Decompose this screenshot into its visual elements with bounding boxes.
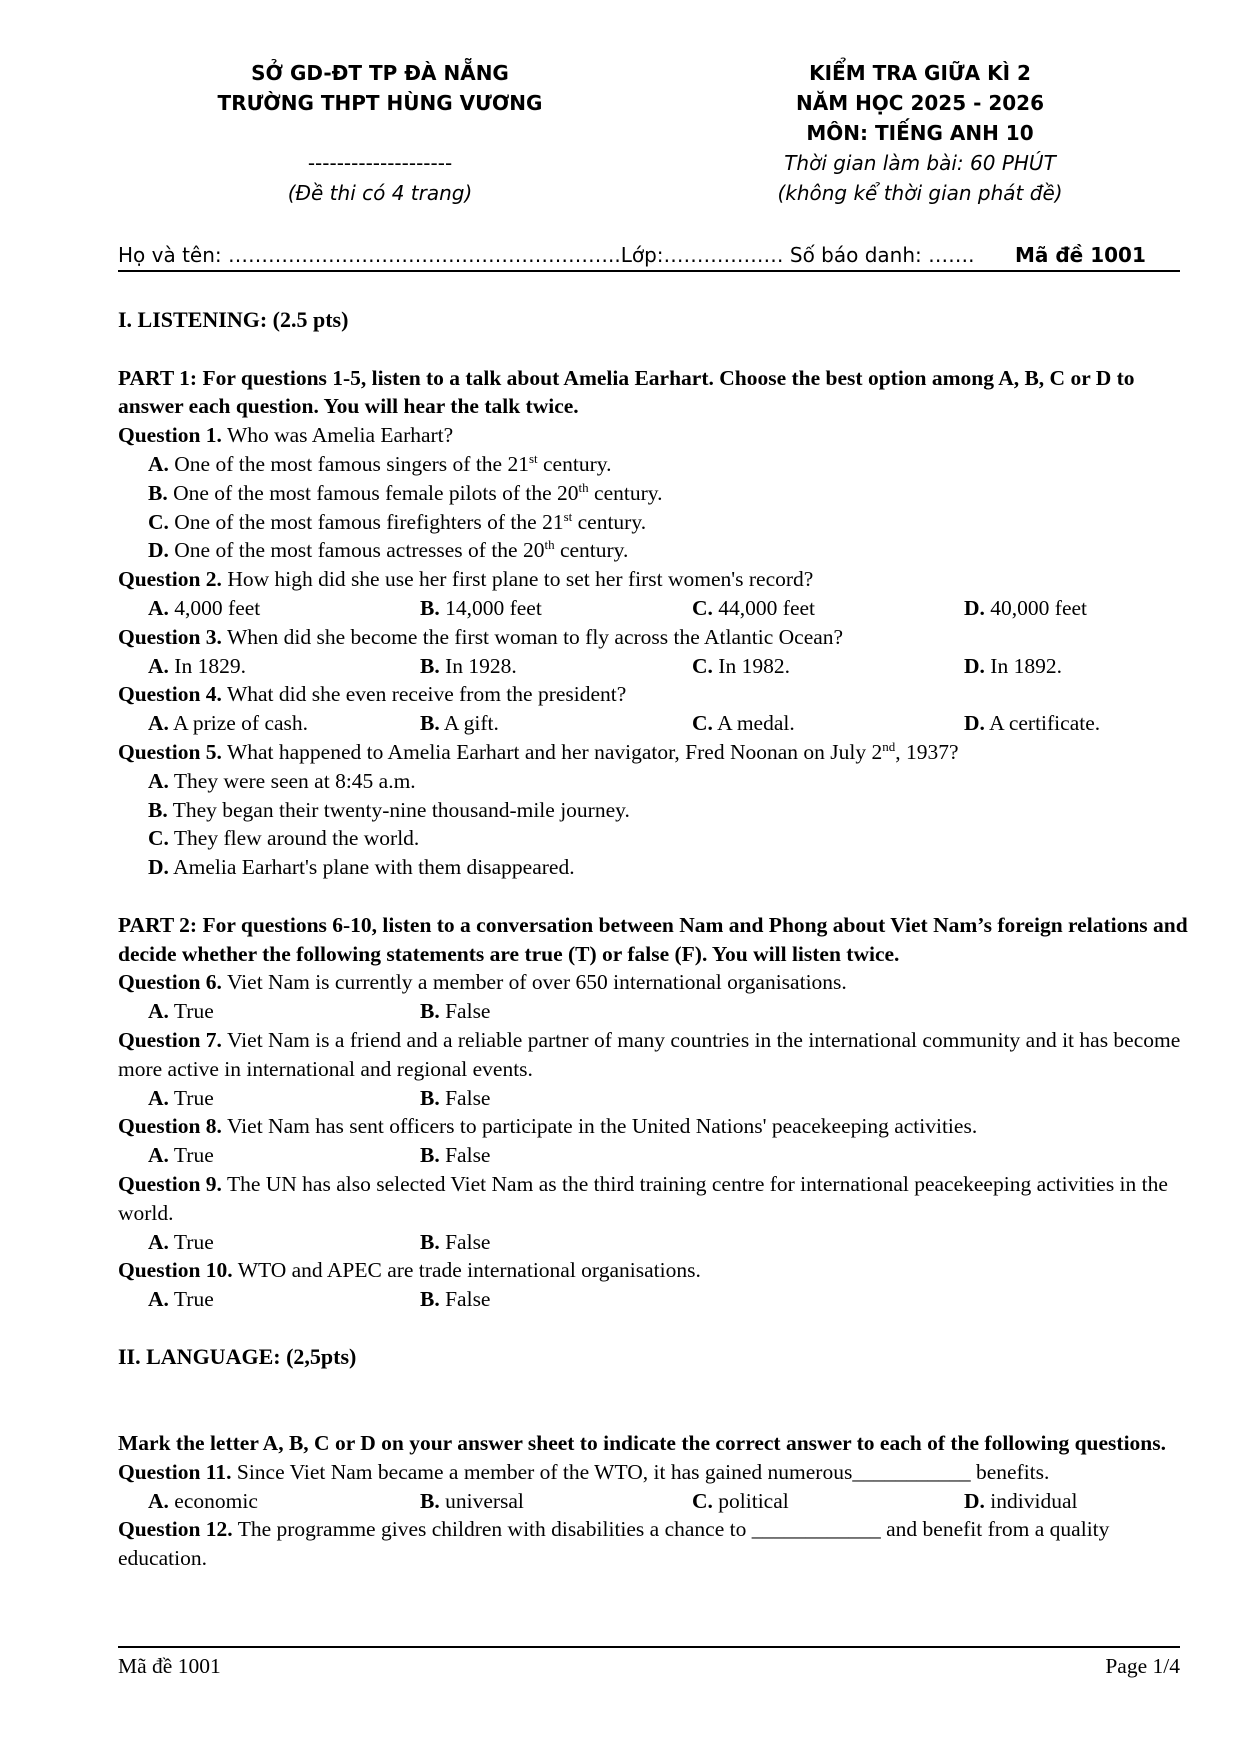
header-left bbox=[160, 58, 600, 208]
question-1-option-c: C. One of the most famous firefighters of the 21st century. bbox=[148, 508, 647, 534]
school-year: NĂM HỌC 2025 - 2026 bbox=[795, 91, 1045, 115]
exam-title: KIỂM TRA GIỮA KÌ 2 bbox=[809, 61, 1031, 85]
part2-instruction: PART 2: For questions 6-10, listen to a conversation between Nam and Phong about Viet Nam’s foreign relations and decide whether the following statements are true (T) or false (F). You will listen twice. bbox=[118, 912, 1188, 966]
option-true: A. True bbox=[148, 1085, 214, 1110]
section-listening-title: I. LISTENING: (2.5 pts) bbox=[118, 307, 349, 332]
question-7: Question 7. Viet Nam is a friend and a reliable partner of many countries in the international community and it has become more active in international and regional events. bbox=[118, 1027, 1181, 1081]
question-8: Question 8. Viet Nam has sent officers to participate in the United Nations' peacekeeping activities. bbox=[118, 1114, 978, 1139]
footer-exam-code: Mã đề 1001 bbox=[118, 1654, 221, 1678]
question-4-options bbox=[118, 709, 1188, 738]
option-a: A. 4,000 feet bbox=[148, 595, 261, 620]
exam-code: Mã đề 1001 bbox=[1015, 243, 1146, 267]
question-1-option-b: B. One of the most famous female pilots of the 20th century. bbox=[148, 479, 663, 505]
option-true: A. True bbox=[148, 1143, 214, 1168]
option-c: C. political bbox=[692, 1488, 789, 1513]
question-4: Question 4. What did she even receive from the president? bbox=[118, 682, 627, 707]
question-1-option-a: A. One of the most famous singers of the 21st century. bbox=[148, 450, 612, 476]
question-5-option-c: C. They flew around the world. bbox=[148, 826, 420, 851]
page-footer bbox=[118, 1646, 1180, 1682]
question-8-options bbox=[118, 1141, 1188, 1170]
section-language-title: II. LANGUAGE: (2,5pts) bbox=[118, 1343, 357, 1369]
question-7-options bbox=[118, 1084, 1188, 1113]
option-false: B. False bbox=[420, 999, 491, 1024]
option-b: B. 14,000 feet bbox=[420, 595, 542, 620]
page-number: Page 1/4 bbox=[1105, 1654, 1180, 1678]
option-c: C. A medal. bbox=[692, 711, 795, 736]
question-5-option-b: B. They began their twenty-nine thousand-mile journey. bbox=[148, 797, 630, 822]
question-5-option-a: A. They were seen at 8:45 a.m. bbox=[148, 768, 416, 793]
option-true: A. True bbox=[148, 1229, 214, 1254]
option-d: D. A certificate. bbox=[964, 711, 1101, 736]
option-false: B. False bbox=[420, 1085, 491, 1110]
part1-instruction: PART 1: For questions 1-5, listen to a talk about Amelia Earhart. Choose the best option among A, B, C or D to answer each question. You will hear the talk twice. bbox=[118, 365, 1135, 419]
question-3-options bbox=[118, 652, 1188, 681]
department-name: SỞ GD-ĐT TP ĐÀ NẴNG bbox=[251, 61, 509, 85]
question-10-options bbox=[118, 1285, 1188, 1314]
option-a: A. A prize of cash. bbox=[148, 711, 309, 736]
option-c: C. In 1982. bbox=[692, 653, 790, 678]
question-1: Question 1. Who was Amelia Earhart? bbox=[118, 423, 454, 448]
question-10: Question 10. WTO and APEC are trade international organisations. bbox=[118, 1258, 701, 1283]
question-11-options bbox=[118, 1487, 1188, 1516]
option-b: B. universal bbox=[420, 1488, 524, 1513]
student-id-line bbox=[118, 240, 1180, 272]
question-2-options bbox=[118, 594, 1188, 623]
question-12: Question 12. The programme gives children with disabilities a chance to ____________ and benefit from a quality education. bbox=[118, 1517, 1110, 1571]
option-false: B. False bbox=[420, 1143, 491, 1168]
option-c: C. 44,000 feet bbox=[692, 595, 815, 620]
question-6: Question 6. Viet Nam is currently a member of over 650 international organisations. bbox=[118, 970, 847, 995]
time-note: (không kể thời gian phát đề) bbox=[777, 181, 1063, 205]
option-b: B. A gift. bbox=[420, 711, 499, 736]
question-5: Question 5. What happened to Amelia Earhart and her navigator, Fred Noonan on July 2nd, 1937? bbox=[118, 738, 959, 764]
option-a: A. economic bbox=[148, 1488, 258, 1513]
question-9-options bbox=[118, 1228, 1188, 1257]
question-1-option-d: D. One of the most famous actresses of the 20th century. bbox=[148, 537, 629, 563]
option-false: B. False bbox=[420, 1287, 491, 1312]
question-11: Question 11. Since Viet Nam became a member of the WTO, it has gained numerous___________ benefits. bbox=[118, 1459, 1050, 1484]
option-a: A. In 1829. bbox=[148, 653, 246, 678]
option-d: D. individual bbox=[964, 1488, 1078, 1513]
subject: MÔN: TIẾNG ANH 10 bbox=[806, 121, 1034, 145]
language-instruction: Mark the letter A, B, C or D on your answer sheet to indicate the correct answer to each of the following questions. bbox=[118, 1431, 1167, 1456]
time-limit: Thời gian làm bài: 60 PHÚT bbox=[784, 151, 1056, 175]
pages-note: (Đề thi có 4 trang) bbox=[287, 181, 473, 205]
divider-dashes: -------------------- bbox=[307, 151, 453, 175]
header-right bbox=[700, 58, 1140, 208]
option-d: D. In 1892. bbox=[964, 653, 1062, 678]
option-false: B. False bbox=[420, 1229, 491, 1254]
question-5-option-d: D. Amelia Earhart's plane with them disappeared. bbox=[148, 855, 575, 880]
option-d: D. 40,000 feet bbox=[964, 595, 1087, 620]
question-6-options bbox=[118, 997, 1188, 1026]
school-name: TRƯỜNG THPT HÙNG VƯƠNG bbox=[217, 91, 543, 115]
option-b: B. In 1928. bbox=[420, 653, 517, 678]
question-3: Question 3. When did she become the first woman to fly across the Atlantic Ocean? bbox=[118, 624, 844, 649]
exam-body bbox=[118, 306, 1188, 1573]
option-true: A. True bbox=[148, 999, 214, 1024]
question-2: Question 2. How high did she use her first plane to set her first women's record? bbox=[118, 567, 814, 592]
question-9: Question 9. The UN has also selected Viet Nam as the third training centre for international peacekeeping activities in the world. bbox=[118, 1171, 1168, 1225]
student-info-fields: Họ và tên: …………………………………………………..Lớp:……………… Số báo danh: ……. bbox=[118, 243, 975, 267]
option-true: A. True bbox=[148, 1287, 214, 1312]
